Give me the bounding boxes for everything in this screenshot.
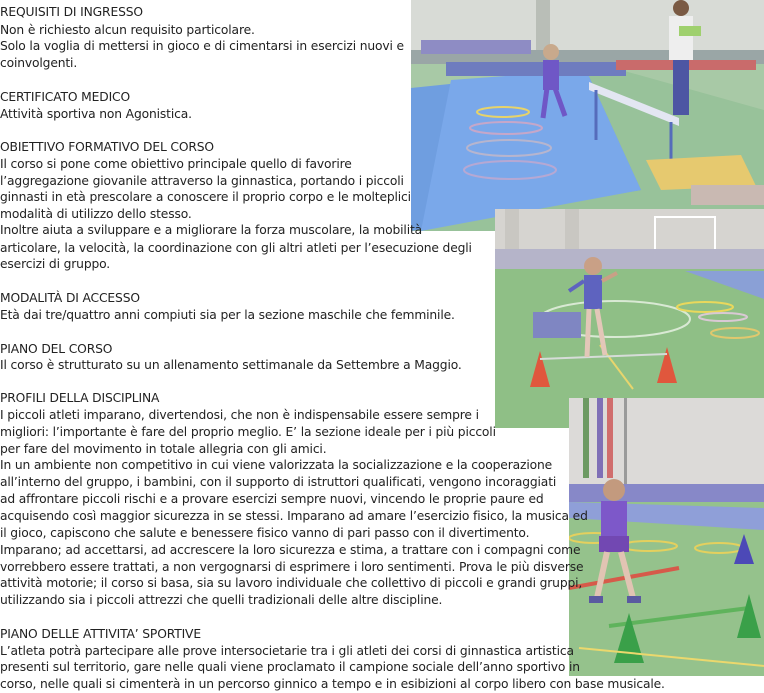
section-text-line: Il corso è strutturato su un allenamento settimanale da Settembre a Maggio. — [0, 358, 462, 372]
section-heading-requisiti: REQUISITI DI INGRESSO — [0, 5, 143, 19]
section-text-line: per fare del movimento in totale allegria con gli amici. — [0, 442, 327, 456]
section-text-line: ad affrontare piccoli rischi e a provare esercizi sempre nuovi, vincendo le proprie paure ed — [0, 492, 544, 506]
section-text-line: all’interno del gruppo, i bambini, con il supporto di istruttori qualificati, vengono incoraggiati — [0, 475, 557, 489]
section-heading-profili: PROFILI DELLA DISCIPLINA — [0, 391, 160, 405]
section-heading-certificato: CERTIFICATO MEDICO — [0, 90, 131, 104]
section-text-line: Imparano; ad accettarsi, ad accrescere la loro sicurezza e stima, a trattare con i compagni come — [0, 543, 581, 557]
section-text-line: coinvolgenti. — [0, 56, 78, 70]
section-text-line: il gioco, capiscono che salute e benessere fisico vanno di pari passo con il divertimento. — [0, 526, 530, 540]
section-heading-attivita: PIANO DELLE ATTIVITA’ SPORTIVE — [0, 627, 201, 641]
section-text-line: presenti sul territorio, gare nelle quali viene proclamato il campione sociale dell’anno sportivo in — [0, 660, 580, 674]
section-text-line: esercizi di gruppo. — [0, 257, 111, 271]
section-text-line: acquisendo così maggior sicurezza in se stessi. Imparano ad amare l’esercizio fisico, la musica ed — [0, 509, 588, 523]
section-text-line: l’aggregazione giovanile attraverso la ginnastica, portando i piccoli — [0, 174, 404, 188]
section-text-line: I piccoli atleti imparano, divertendosi, che non è indispensabile essere sempre i — [0, 408, 479, 422]
section-text-line: articolare, la velocità, la coordinazione con gli altri atleti per l’esecuzione degli — [0, 241, 472, 255]
section-text-line: Inoltre aiuta a sviluppare e a migliorare la forza muscolare, la mobilità — [0, 223, 423, 237]
section-heading-modalita: MODALITÀ DI ACCESSO — [0, 291, 140, 305]
section-heading-obiettivo: OBIETTIVO FORMATIVO DEL CORSO — [0, 140, 214, 154]
section-text-line: attività motorie; il corso si basa, sia su lavoro individuale che collettivo di piccoli e grandi gruppi, — [0, 576, 583, 590]
section-text-line: utilizzando sia i piccoli attrezzi che quelli tradizionali delle altre discipline. — [0, 593, 443, 607]
section-text-line: Solo la voglia di mettersi in gioco e di cimentarsi in esercizi nuovi e — [0, 39, 404, 53]
section-text-line: L’atleta potrà partecipare alle prove intersocietarie tra i gli atleti dei corsi di ginnastica artistica — [0, 644, 574, 658]
section-text-line: Il corso si pone come obiettivo principale quello di favorire — [0, 157, 352, 171]
section-text-line: modalità di utilizzo dello stesso. — [0, 207, 192, 221]
section-text-line: corso, nelle quali si cimenterà in un percorso ginnico a tempo e in esibizioni al corpo libero con base musicale. — [0, 677, 665, 691]
section-text-line: In un ambiente non competitivo in cui viene valorizzata la socializzazione e la cooperazione — [0, 458, 553, 472]
section-text-line: Attività sportiva non Agonistica. — [0, 107, 192, 121]
section-text-line: Non è richiesto alcun requisito particolare. — [0, 23, 255, 37]
section-text-line: Età dai tre/quattro anni compiuti sia per la sezione maschile che femminile. — [0, 308, 455, 322]
section-text-line: ginnasti in età prescolare a conoscere il proprio corpo e le molteplici — [0, 190, 411, 204]
section-heading-piano-corso: PIANO DEL CORSO — [0, 342, 113, 356]
section-text-line: vorrebbero essere trattati, a non vergognarsi di esprimere i loro sentimenti. Prova le più disverse — [0, 560, 584, 574]
section-text-line: migliori: l’importante è fare del proprio meglio. E’ la sezione ideale per i più piccoli — [0, 425, 496, 439]
